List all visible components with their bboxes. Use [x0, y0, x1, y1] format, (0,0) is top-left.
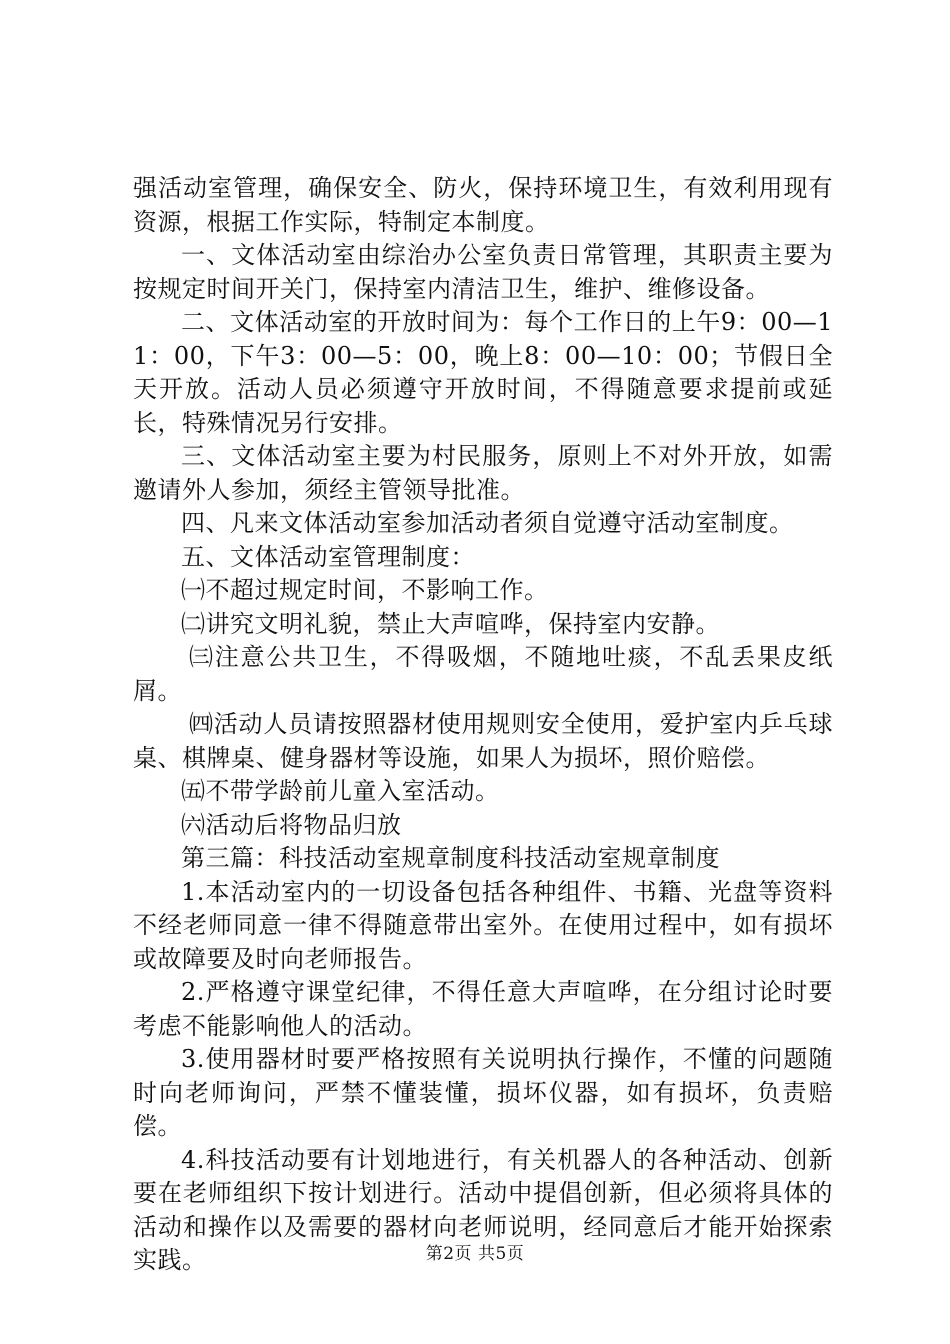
section-heading-third: 第三篇：科技活动室规章制度科技活动室规章制度: [181, 844, 720, 872]
paragraph-subrule-5: ㈤不带学龄前儿童入室活动。: [181, 777, 500, 805]
page-number-label: 第2页 共5页: [425, 1244, 525, 1264]
paragraph-rule-1: 一、文体活动室由综治办公室负责日常管理，其职责主要为按规定时间开关门，保持室内清洁卫生，维护、维修设备。: [133, 241, 833, 303]
paragraph-tech-rule-1: 1.本活动室内的一切设备包括各种组件、书籍、光盘等资料不经老师同意一律不得随意带出室外。在使用过程中，如有损坏或故障要及时向老师报告。: [133, 877, 833, 973]
page-footer: [0, 1243, 950, 1265]
paragraph-tech-rule-2: 2.严格遵守课堂纪律，不得任意大声喧哗，在分组讨论时要考虑不能影响他人的活动。: [133, 978, 833, 1040]
paragraph-rule-5: 五、文体活动室管理制度：: [181, 542, 475, 571]
paragraph-subrule-4: ㈣活动人员请按照器材使用规则安全使用，爱护室内乒乓球桌、棋牌桌、健身器材等设施，如果人为损坏，照价赔偿。: [133, 710, 833, 772]
paragraph-rule-4: 四、凡来文体活动室参加活动者须自觉遵守活动室制度。: [181, 509, 794, 537]
paragraph-subrule-1: ㈠不超过规定时间，不影响工作。: [181, 576, 549, 604]
paragraph-subrule-2: ㈡讲究文明礼貌，禁止大声喧哗，保持室内安静。: [181, 609, 720, 638]
paragraph-tech-rule-4: 4.科技活动要有计划地进行，有关机器人的各种活动、创新要在老师组织下按计划进行。活动中提倡创新，但必须将具体的活动和操作以及需要的器材向老师说明，经同意后才能开始探索实践。: [133, 1145, 833, 1274]
paragraph-rule-2: 二、文体活动室的开放时间为：每个工作日的上午9：00—11：00，下午3：00—5：00，晚上8：00—10：00；节假日全天开放。活动人员必须遵守开放时间，不得随意要求提前或延长，特殊情况另行安排。: [133, 308, 833, 437]
paragraph-subrule-6: ㈥活动后将物品归放: [181, 810, 402, 839]
document-body: [133, 172, 833, 1278]
paragraph-tech-rule-3: 3.使用器材时要严格按照有关说明执行操作，不懂的问题随时向老师询问，严禁不懂装懂，损坏仪器，如有损坏，负责赔偿。: [133, 1045, 833, 1140]
paragraph-subrule-3: ㈢注意公共卫生，不得吸烟，不随地吐痰，不乱丢果皮纸屑。: [133, 643, 833, 705]
paragraph-rule-3: 三、文体活动室主要为村民服务，原则上不对外开放，如需邀请外人参加，须经主管领导批准。: [133, 442, 833, 504]
paragraph-intro-continued: 强活动室管理，确保安全、防火，保持环境卫生，有效利用现有资源，根据工作实际，特制定本制度。: [133, 174, 833, 236]
